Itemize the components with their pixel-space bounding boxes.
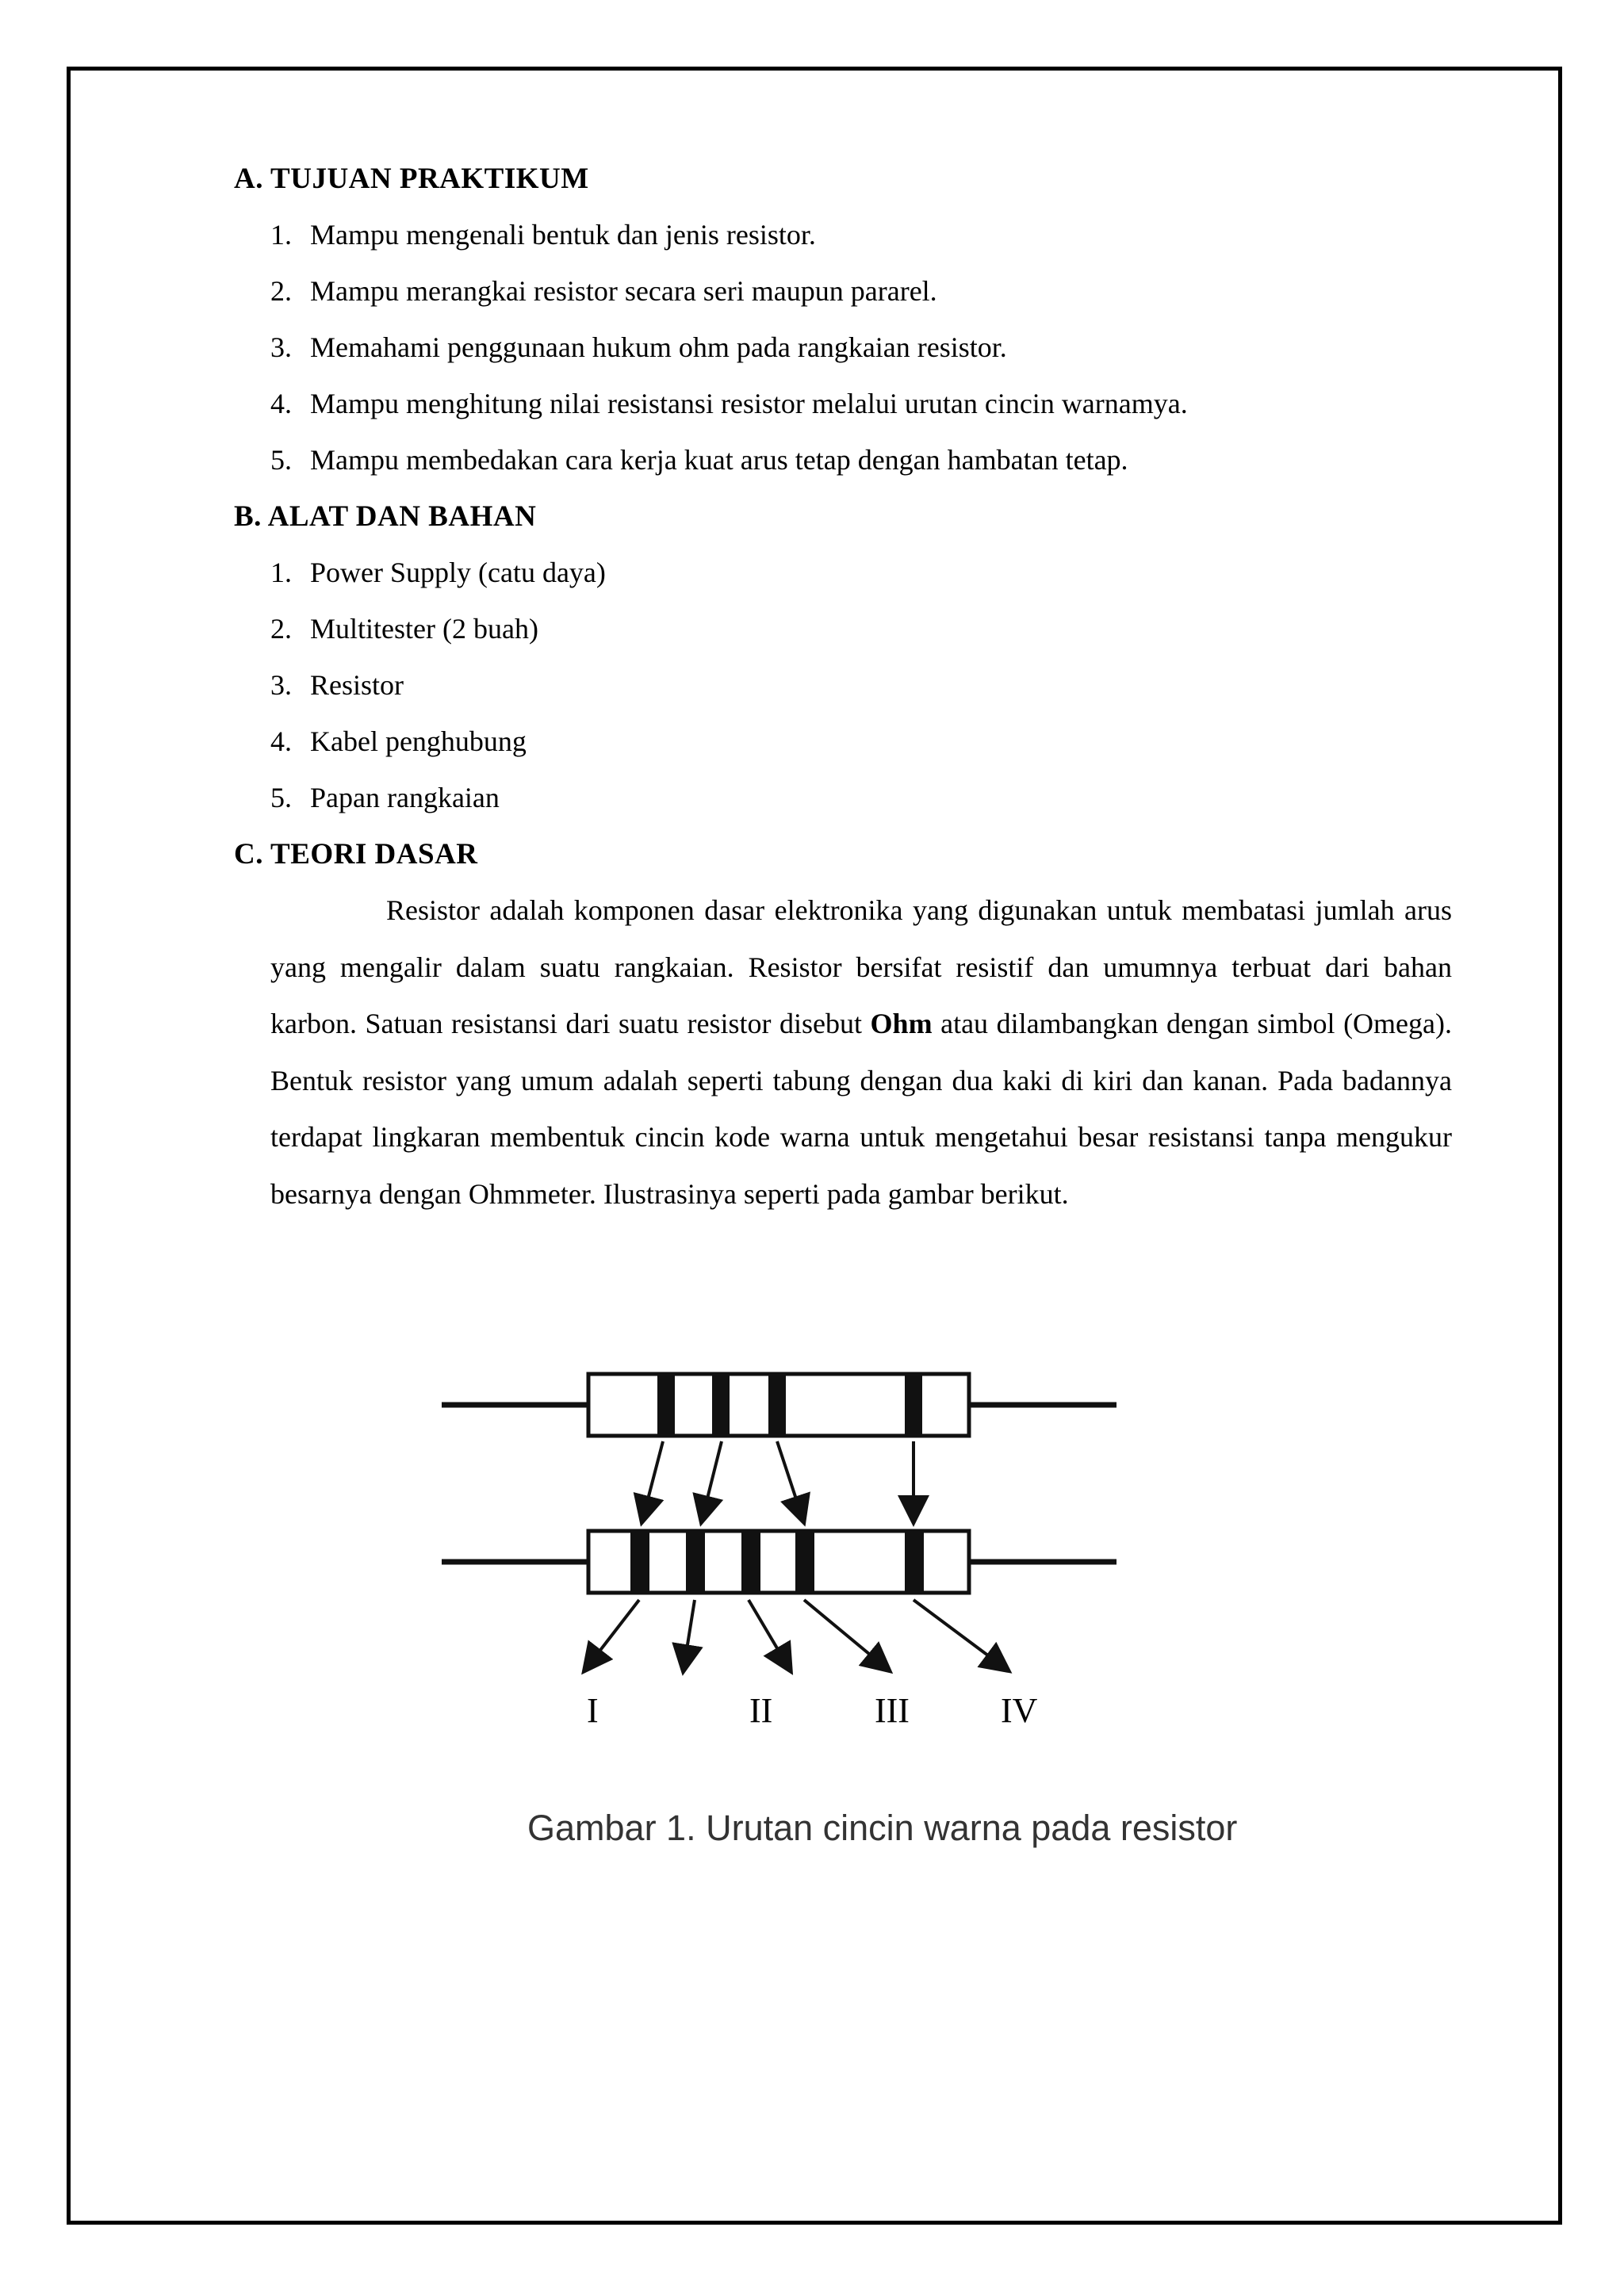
band-label-ii: II <box>749 1691 773 1730</box>
band-label-iii: III <box>875 1691 910 1730</box>
section-b-heading: B. ALAT DAN BAHAN <box>234 500 537 533</box>
band-label-i: I <box>587 1691 599 1730</box>
list-item: 5. Mampu membedakan cara kerja kuat arus tetap dengan hambatan tetap. <box>270 444 1128 476</box>
list-item: 3. Memahami penggunaan hukum ohm pada rangkaian resistor. <box>270 331 1007 363</box>
list-item: 1. Mampu mengenali bentuk dan jenis resistor. <box>270 219 816 251</box>
section-b-list <box>234 545 1452 826</box>
list-item: 2. Multitester (2 buah) <box>270 613 538 645</box>
resistor-figure <box>428 1340 1300 1752</box>
theory-paragraph: Resistor adalah komponen dasar elektronika yang digunakan untuk membatasi jumlah arus yang mengalir dalam suatu rangkaian. Resistor bersifat resistif dan umumnya terbuat dari bahan karbon. Satuan resistansi dari suatu resistor disebut Ohm atau dilambangkan dengan simbol (Omega). Bentuk resistor yang umum adalah seperti tabung dengan dua kaki di kiri dan kanan. Pada badannya terdapat lingkaran membentuk cincin kode warna untuk mengetahui besar resistansi tanpa mengukur besarnya dengan Ohmmeter. Ilustrasinya seperti pada gambar berikut. <box>270 894 1452 1210</box>
section-a-list <box>234 207 1452 488</box>
list-item: 5. Papan rangkaian <box>270 782 500 813</box>
list-item: 1. Power Supply (catu daya) <box>270 557 606 588</box>
list-item: 2. Mampu merangkai resistor secara seri maupun pararel. <box>270 275 937 307</box>
resistor-diagram <box>428 1340 1300 1752</box>
section-c-heading: C. TEORI DASAR <box>234 838 478 871</box>
ohm-term: Ohm <box>870 1008 933 1039</box>
arrows-bottom <box>585 1600 1007 1670</box>
resistor-bottom <box>442 1531 1116 1593</box>
figure-caption: Gambar 1. Urutan cincin warna pada resistor <box>527 1808 1238 1848</box>
arrows-top <box>642 1441 914 1521</box>
section-a-heading: A. TUJUAN PRAKTIKUM <box>234 163 589 195</box>
list-item: 4. Kabel penghubung <box>270 725 527 757</box>
list-item: 4. Mampu menghitung nilai resistansi resistor melalui urutan cincin warnamya. <box>270 388 1188 419</box>
document-body <box>234 151 1452 1223</box>
band-label-iv: IV <box>1001 1691 1038 1730</box>
resistor-top <box>442 1374 1116 1436</box>
list-item: 3. Resistor <box>270 669 404 701</box>
